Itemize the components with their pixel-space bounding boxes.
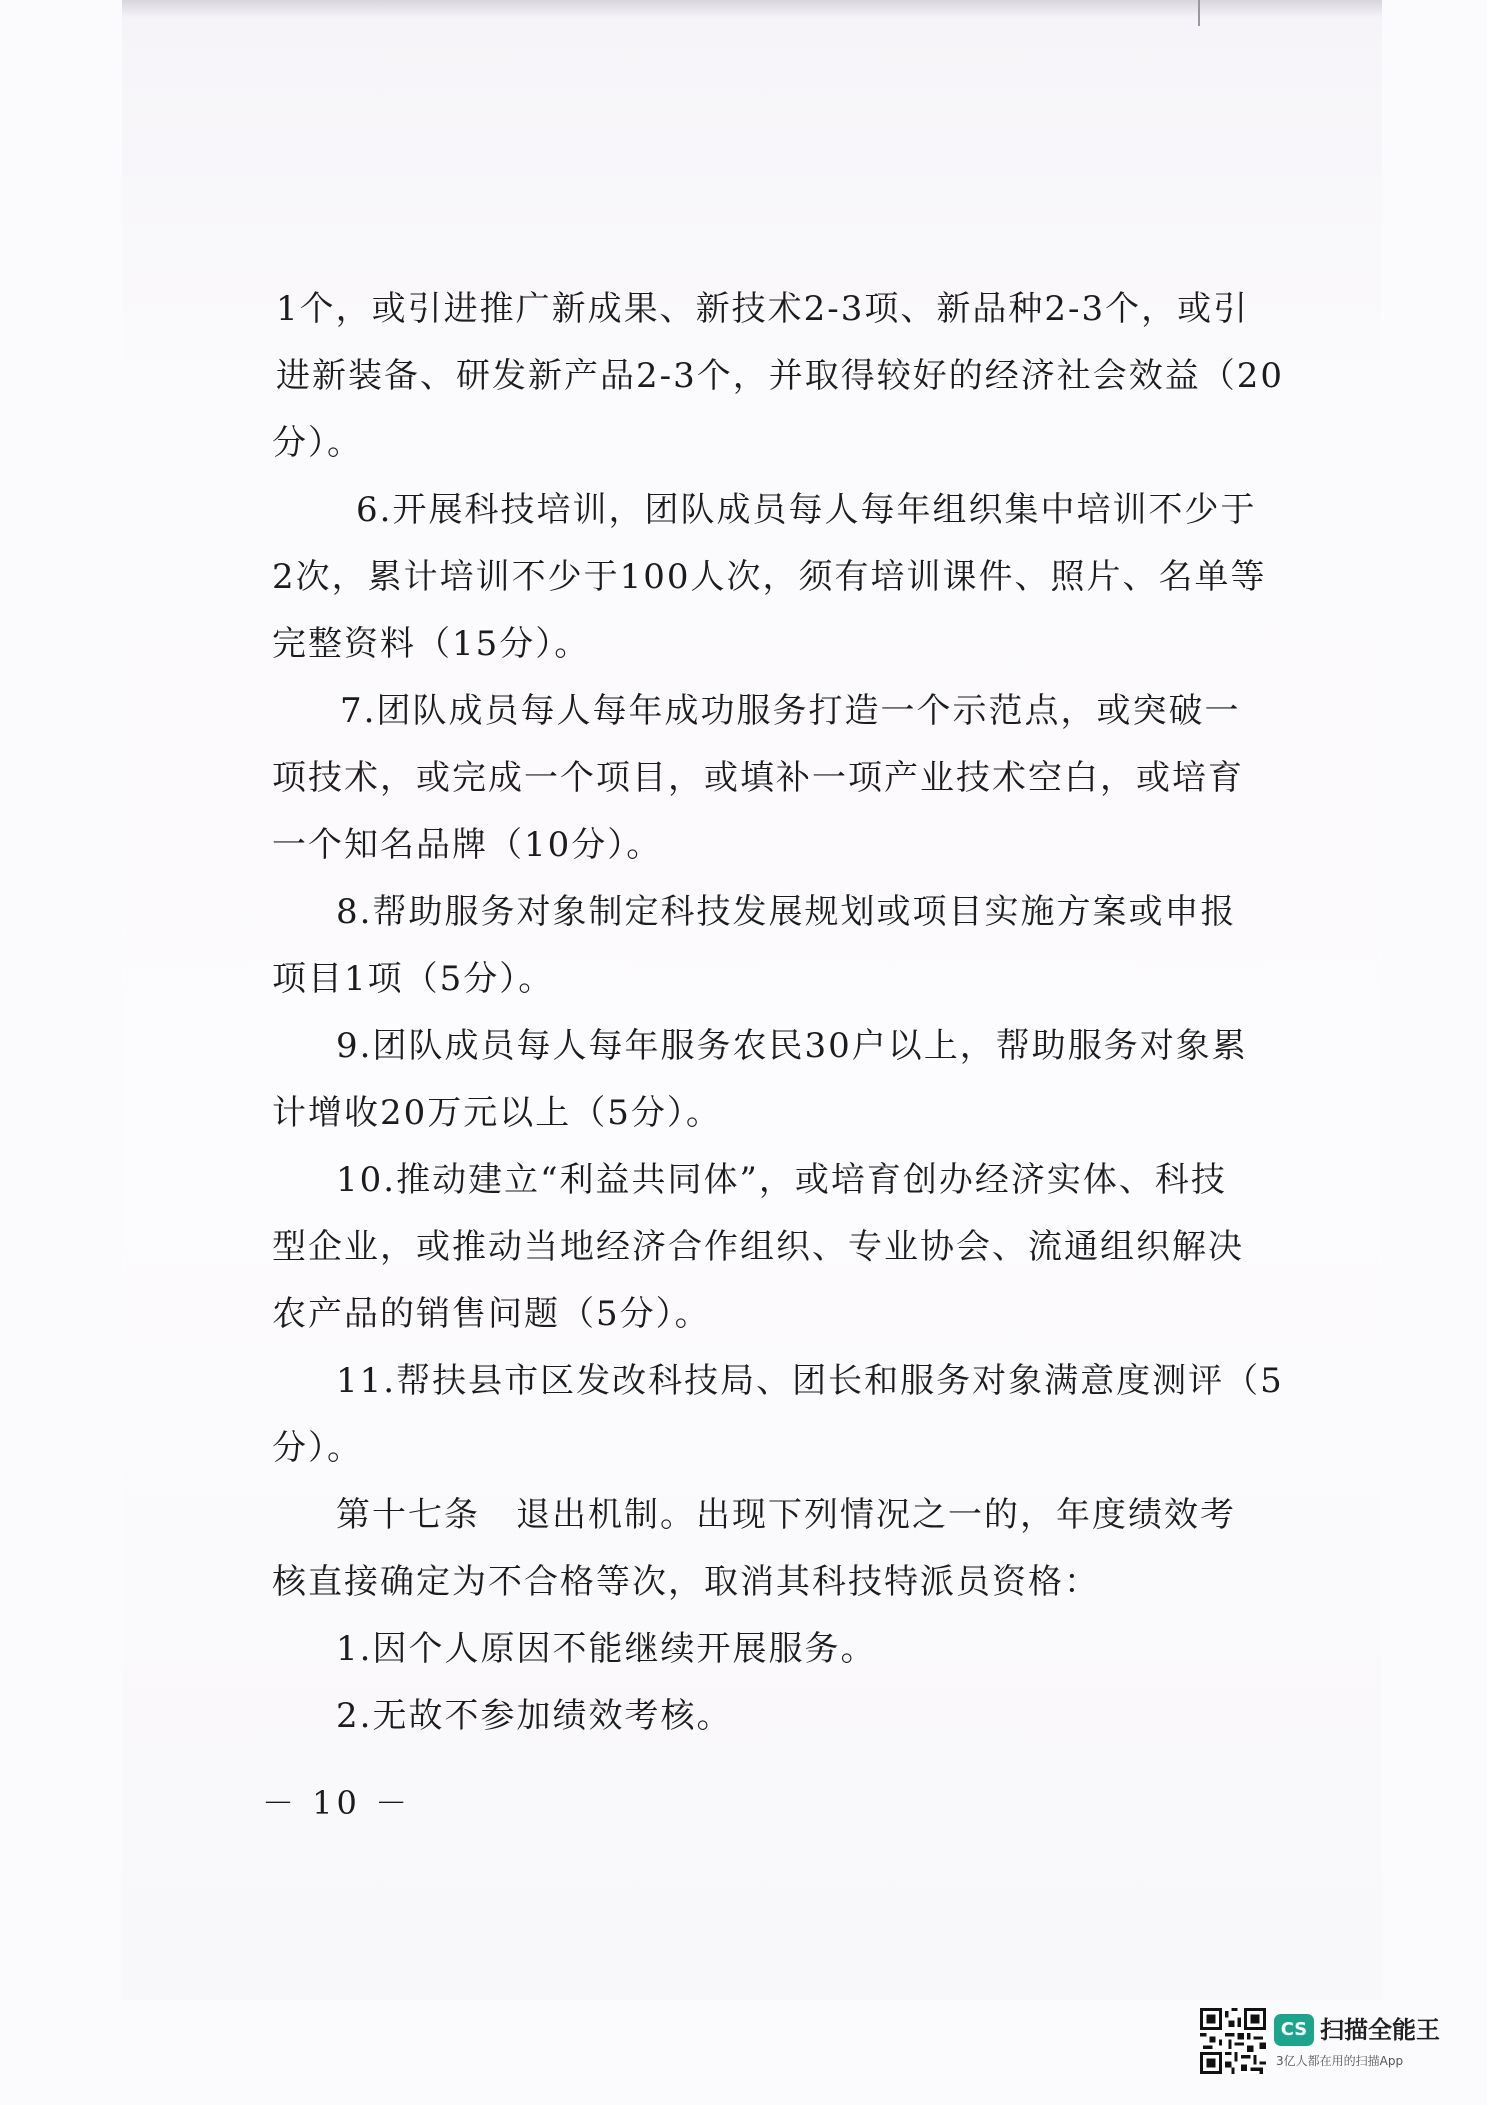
text-line: 核直接确定为不合格等次，取消其科技特派员资格： (272, 1562, 1100, 1602)
scanner-watermark (1200, 2008, 1470, 2093)
text-line: 计增收20万元以上（5分）。 (272, 1093, 722, 1133)
text-line: 6.开展科技培训，团队成员每人每年组织集中培训不少于 (356, 490, 1257, 530)
text-line: 进新装备、研发新产品2-3个，并取得较好的经济社会效益（20 (276, 356, 1285, 396)
text-line: 2.无故不参加绩效考核。 (336, 1696, 733, 1736)
text-line: 1个，或引进推广新成果、新技术2-3项、新品种2-3个，或引 (276, 289, 1250, 329)
text-line: 型企业，或推动当地经济合作组织、专业协会、流通组织解决 (272, 1227, 1244, 1267)
camscanner-logo: CS (1274, 2014, 1314, 2046)
text-line: 项技术，或完成一个项目，或填补一项产业技术空白，或培育 (272, 758, 1244, 798)
text-line: 项目1项（5分）。 (272, 959, 555, 999)
text-line: 1.因个人原因不能继续开展服务。 (336, 1629, 877, 1669)
text-line: 一个知名品牌（10分）。 (272, 825, 663, 865)
page-number: － 10 － (262, 1784, 412, 1822)
top-edge-mark (1198, 0, 1200, 26)
text-line: 农产品的销售问题（5分）。 (272, 1294, 711, 1334)
section-heading-line: 第十七条 退出机制。出现下列情况之一的，年度绩效考 (336, 1495, 1236, 1535)
text-line: 分）。 (272, 1428, 363, 1468)
text-line: 分）。 (272, 423, 363, 463)
text-line: 9.团队成员每人每年服务农民30户以上，帮助服务对象累 (336, 1026, 1248, 1066)
text-line: 8.帮助服务对象制定科技发展规划或项目实施方案或申报 (336, 892, 1237, 932)
document-body (268, 276, 1285, 1750)
text-line: 7.团队成员每人每年成功服务打造一个示范点，或突破一 (340, 691, 1241, 731)
top-edge-shadow (122, 0, 1382, 18)
text-line: 11.帮扶县市区发改科技局、团长和服务对象满意度测评（5 (336, 1361, 1284, 1401)
text-line: 完整资料（15分）。 (272, 624, 591, 664)
text-line: 2次，累计培训不少于100人次，须有培训课件、照片、名单等 (272, 557, 1267, 597)
camscanner-tagline: 3亿人都在用的扫描App (1276, 2054, 1404, 2068)
qr-code-icon (1200, 2008, 1266, 2074)
camscanner-app-name: 扫描全能王 (1320, 2016, 1440, 2044)
text-line: 10.推动建立“利益共同体”，或培育创办经济实体、科技 (336, 1160, 1227, 1200)
